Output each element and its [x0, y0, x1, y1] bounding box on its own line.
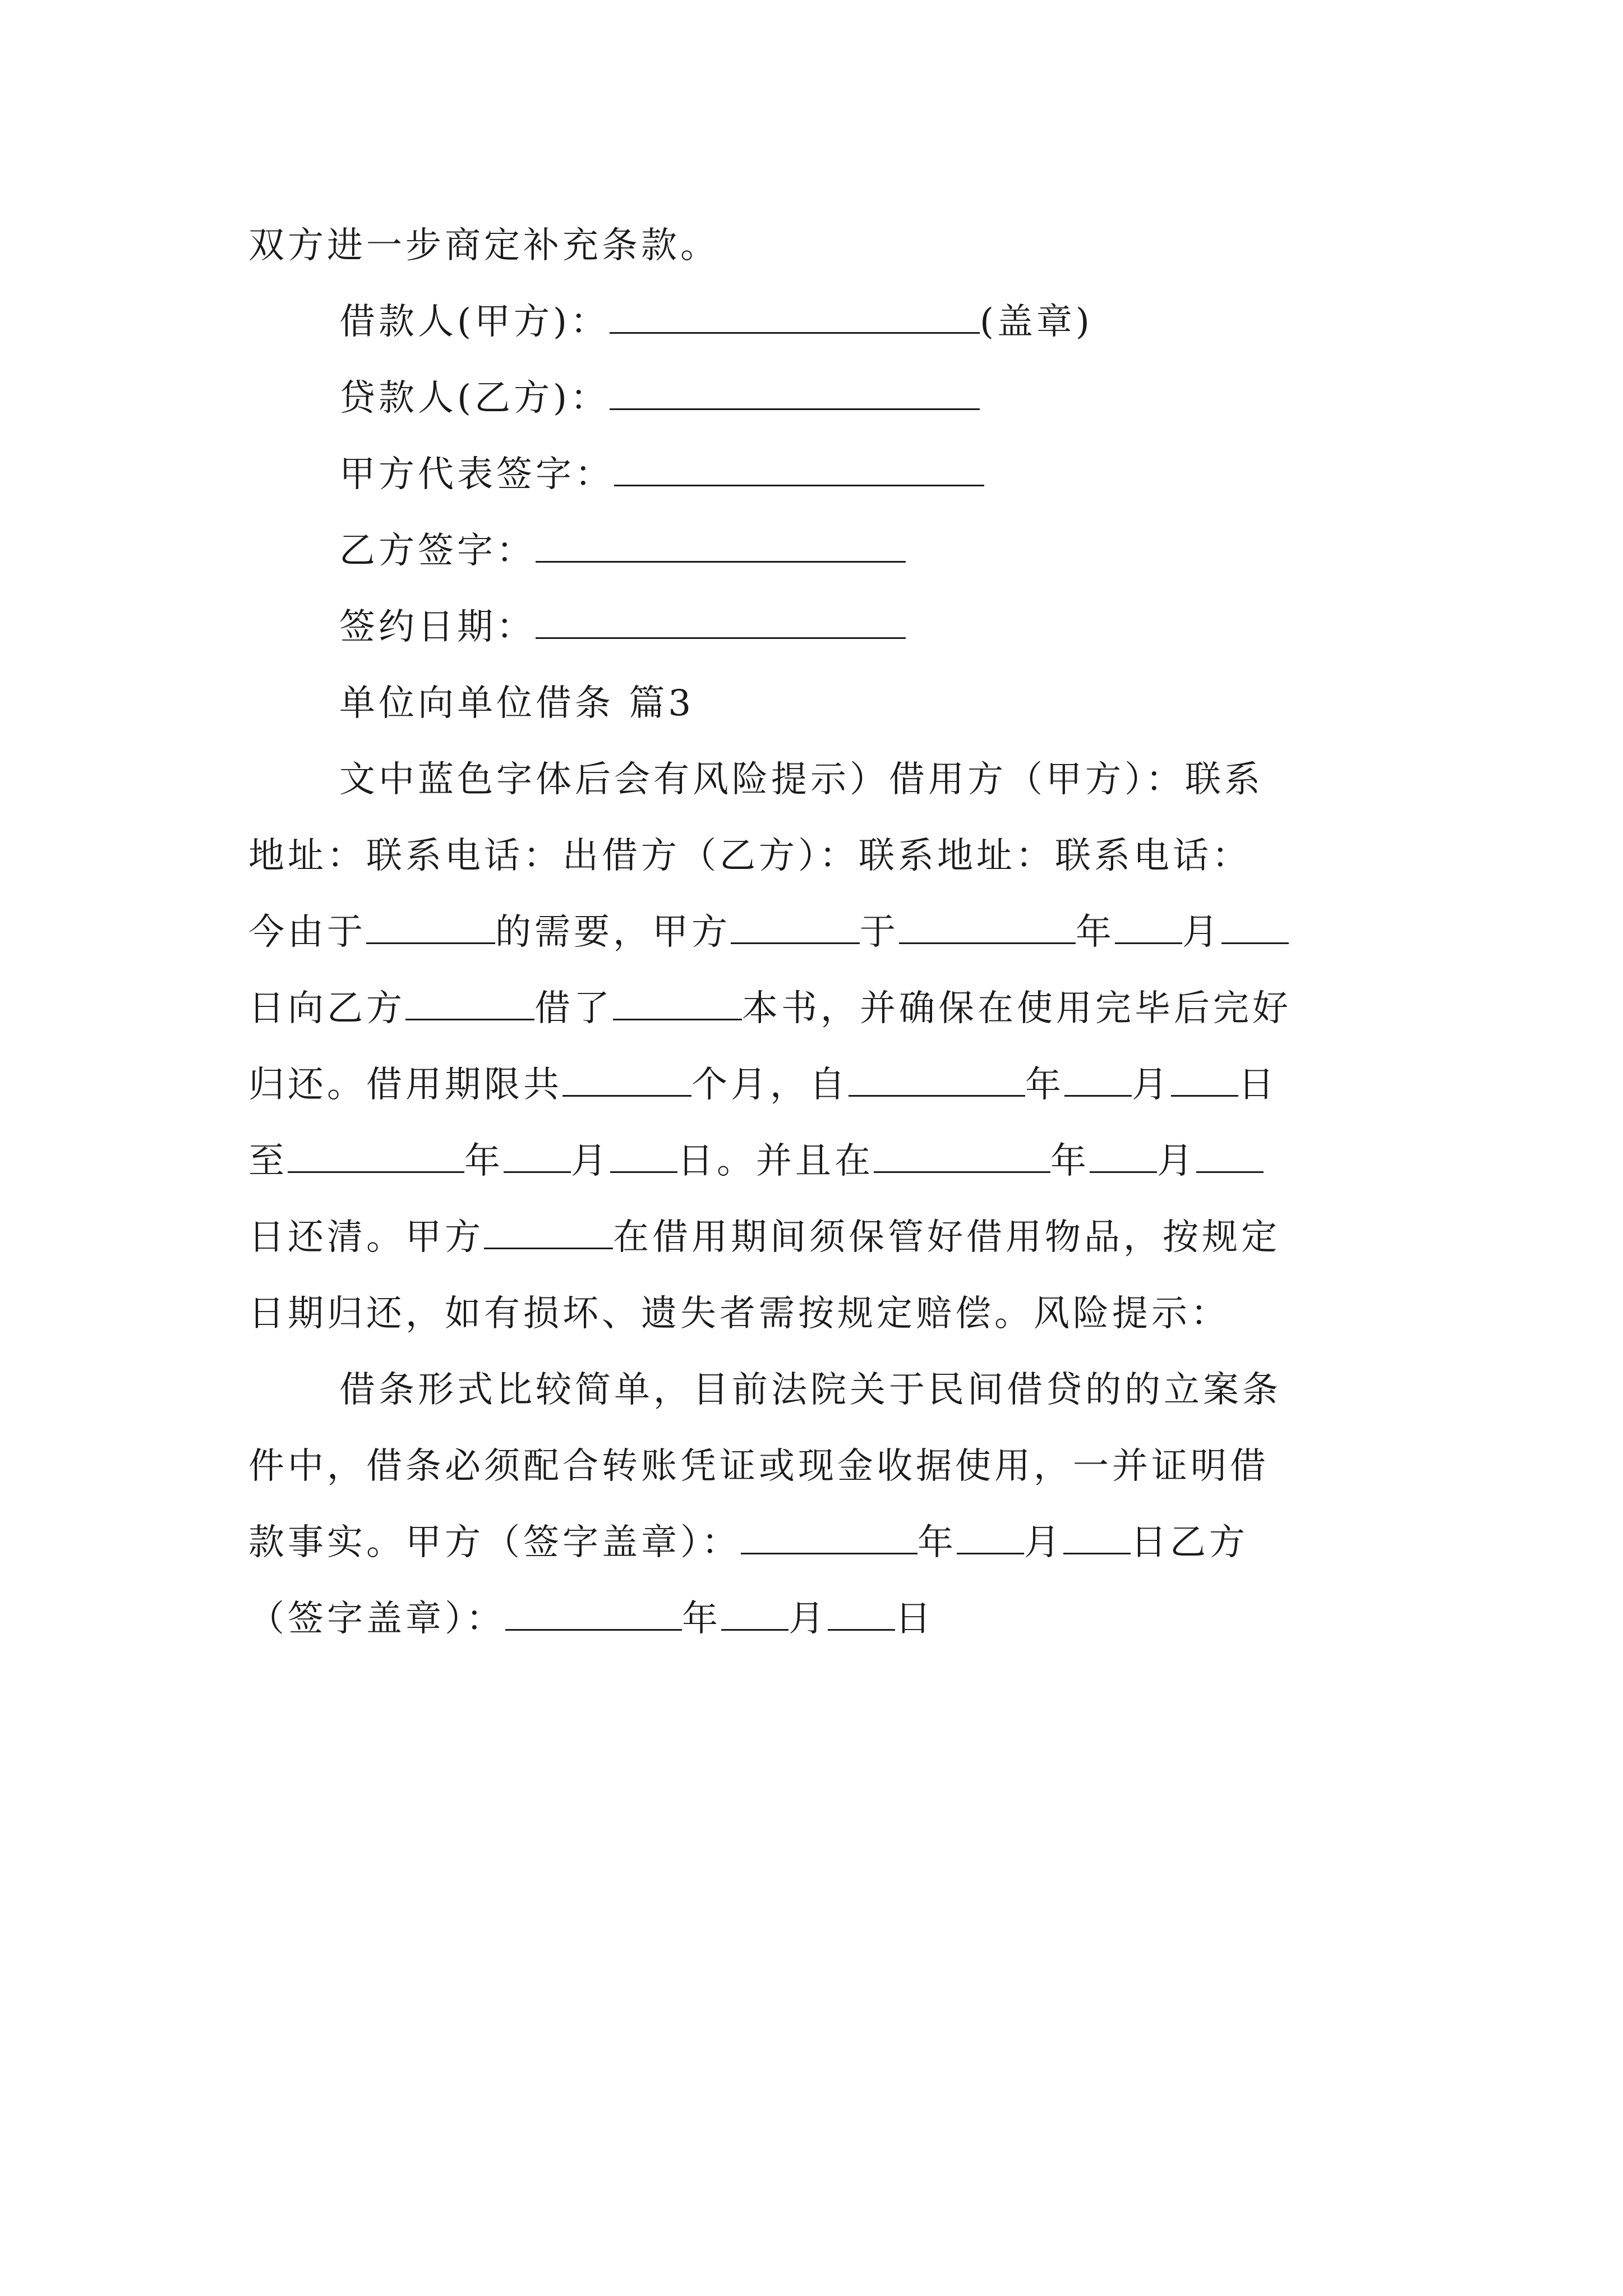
- text-segment: 月: [1182, 912, 1221, 953]
- fill-blank: [721, 1596, 789, 1631]
- text-segment: 本书，并确保在使用完毕后完好: [742, 988, 1292, 1029]
- fill-blank: [1064, 1062, 1132, 1097]
- fill-blank: [1063, 1520, 1131, 1554]
- fill-blank: [731, 910, 860, 944]
- fill-blank: [828, 1596, 895, 1631]
- text-segment: 于: [860, 912, 899, 953]
- fill-blank: [610, 376, 980, 410]
- fill-blank: [610, 1139, 677, 1173]
- document-body: [248, 208, 1393, 1657]
- fill-blank: [536, 528, 906, 563]
- fill-blank: [1090, 1139, 1157, 1173]
- fill-blank: [1115, 910, 1182, 944]
- fill-blank: [288, 1139, 464, 1173]
- section-title: 单位向单位借条 篇3: [339, 683, 695, 724]
- text-segment: 月: [1157, 1140, 1196, 1182]
- text-segment: （签字盖章）：: [248, 1598, 505, 1640]
- fill-blank: [899, 910, 1076, 944]
- text-segment: 年: [1025, 1064, 1064, 1106]
- text-segment: 日还清。甲方: [248, 1217, 484, 1258]
- text-line: [248, 1504, 1393, 1581]
- signature-line-party-a-rep: [248, 436, 1393, 513]
- field-label: 贷款人(乙方)：: [339, 378, 610, 419]
- section-heading: [248, 665, 1393, 742]
- signature-line-date: [248, 589, 1393, 665]
- fill-blank: [1171, 1062, 1238, 1097]
- text-segment: 年: [917, 1522, 957, 1563]
- signature-line-borrower: [248, 284, 1393, 360]
- text-line: [248, 1352, 1393, 1428]
- text-line: [248, 894, 1393, 970]
- fill-blank: [536, 605, 906, 639]
- signature-line-lender: [248, 360, 1393, 436]
- text-segment: 今由于: [248, 912, 366, 953]
- text-segment: 月: [789, 1598, 828, 1640]
- fill-blank: [405, 986, 534, 1020]
- field-label: 签约日期：: [339, 606, 536, 648]
- text-segment: 年: [464, 1140, 504, 1182]
- field-suffix: (盖章): [979, 301, 1093, 343]
- text-segment: 日乙方: [1131, 1522, 1248, 1563]
- paragraph-text: 件中，借条必须配合转账凭证或现金收据使用，一并证明借: [248, 1446, 1269, 1487]
- text-segment: 月: [1132, 1064, 1171, 1106]
- paragraph-text: 文中蓝色字体后会有风险提示）借用方（甲方）：联系: [339, 759, 1264, 800]
- fill-blank: [366, 910, 495, 944]
- text-line: [248, 1047, 1393, 1123]
- text-segment: 日。并且在: [677, 1140, 874, 1182]
- field-label: 乙方签字：: [339, 530, 536, 572]
- text-segment: 在借用期间须保管好借用物品，按规定: [613, 1217, 1280, 1258]
- text-segment: 个月，自: [691, 1064, 849, 1106]
- fill-blank: [1196, 1139, 1264, 1173]
- paragraph-text: 双方进一步商定补充条款。: [248, 225, 720, 266]
- fill-blank: [613, 986, 742, 1020]
- fill-blank: [957, 1520, 1024, 1554]
- fill-blank: [610, 300, 980, 334]
- fill-blank: [874, 1139, 1050, 1173]
- text-segment: 的需要，甲方: [495, 912, 731, 953]
- signature-line-party-b: [248, 513, 1393, 589]
- text-line: [248, 1428, 1393, 1504]
- text-segment: 日: [895, 1598, 934, 1640]
- text-segment: 至: [248, 1140, 288, 1182]
- field-label: 甲方代表签字：: [339, 454, 614, 495]
- text-line: [248, 1276, 1393, 1352]
- fill-blank: [849, 1062, 1025, 1097]
- fill-blank: [505, 1596, 682, 1631]
- paragraph-text: 地址：联系电话：出借方（乙方）：联系地址：联系电话：: [248, 835, 1251, 877]
- text-segment: 款事实。甲方（签字盖章）：: [248, 1522, 741, 1563]
- text-line: [248, 970, 1393, 1047]
- text-segment: 年: [1050, 1140, 1090, 1182]
- text-line: [248, 1199, 1393, 1276]
- text-segment: 日向乙方: [248, 988, 405, 1029]
- fill-blank: [504, 1139, 571, 1173]
- text-line: [248, 818, 1393, 894]
- text-segment: 日: [1238, 1064, 1278, 1106]
- text-line: [248, 1123, 1393, 1199]
- fill-blank: [484, 1215, 613, 1249]
- text-segment: 月: [571, 1140, 610, 1182]
- fill-blank: [1221, 910, 1289, 944]
- paragraph-text: 借条形式比较简单，目前法院关于民间借贷的的立案条: [339, 1369, 1281, 1411]
- field-label: 借款人(甲方)：: [339, 301, 610, 343]
- text-segment: 借了: [534, 988, 613, 1029]
- fill-blank: [562, 1062, 691, 1097]
- text-segment: 年: [1076, 912, 1115, 953]
- text-segment: 年: [682, 1598, 721, 1640]
- text-line: [248, 742, 1393, 818]
- fill-blank: [614, 452, 984, 486]
- text-line: [248, 208, 1393, 284]
- paragraph-text: 日期归还，如有损坏、遗失者需按规定赔偿。风险提示：: [248, 1293, 1230, 1335]
- text-segment: 归还。借用期限共: [248, 1064, 562, 1106]
- text-segment: 月: [1024, 1522, 1063, 1563]
- text-line: [248, 1581, 1393, 1657]
- fill-blank: [741, 1520, 917, 1554]
